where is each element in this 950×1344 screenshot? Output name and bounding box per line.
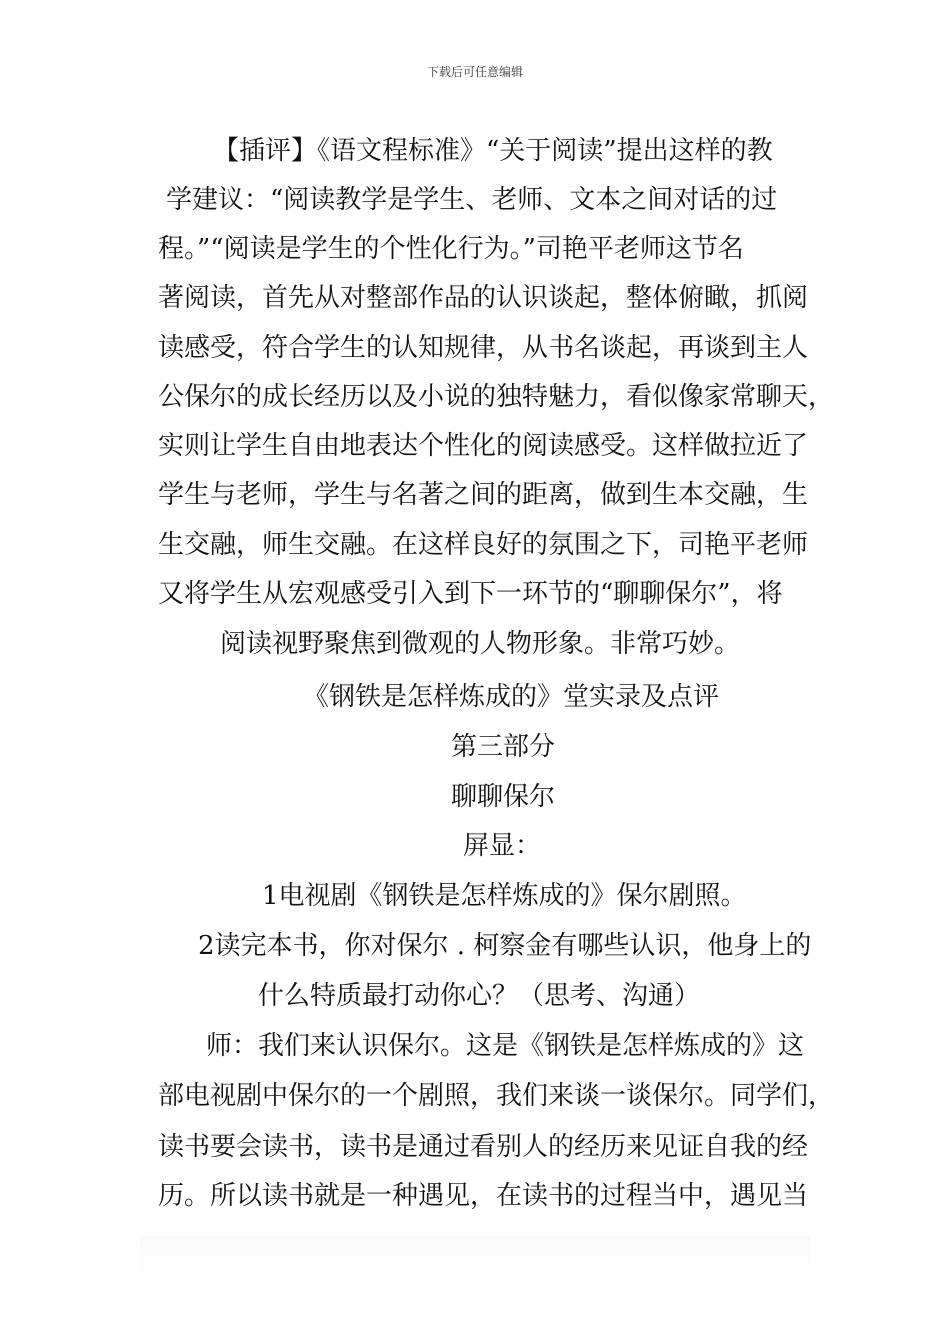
text-line: 师：我们来认识保尔。这是《钢铁是怎样炼成的》这 xyxy=(206,1031,805,1061)
text-line: 【插评】《语文程标准》“关于阅读”提出这样的教 xyxy=(213,136,773,166)
text-line: 程。”“阅读是学生的个性化行为。”司艳平老师这节名 xyxy=(158,234,744,264)
section-heading: 第三部分 xyxy=(451,732,556,762)
text-line: 读感受，符合学生的认知规律，从书名谈起，再谈到主人 xyxy=(158,333,809,363)
section-subheading: 聊聊保尔 xyxy=(451,782,556,812)
text-line: 2读完本书，你对保尔 . 柯察金有哪些认识，他身上的 xyxy=(198,931,812,961)
text-line: 生交融，师生交融。在这样良好的氛围之下，司艳平老师 xyxy=(158,530,809,560)
page-bottom-fade xyxy=(140,1236,810,1276)
page-header: 下载后可任意编辑 xyxy=(426,65,523,79)
text-line: 公保尔的成长经历以及小说的独特魅力，看似像家常聊天， xyxy=(158,382,835,412)
text-line: 学生与老师，学生与名著之间的距离，做到生本交融，生 xyxy=(158,480,809,510)
text-line: 著阅读，首先从对整部作品的认识谈起，整体俯瞰，抓阅 xyxy=(158,283,809,313)
text-line: 部电视剧中保尔的一个剧照，我们来谈一谈保尔。同学们， xyxy=(158,1081,835,1111)
text-line: 1电视剧《钢铁是怎样炼成的》保尔剧照。 xyxy=(262,881,747,911)
text-line: 阅读视野聚焦到微观的人物形象。非常巧妙。 xyxy=(220,629,741,659)
screen-display-label: 屏显： xyxy=(463,831,542,861)
text-line: 什么特质最打动你心？（思考、沟通） xyxy=(258,981,701,1011)
text-line: 学建议：“阅读教学是学生、老师、文本之间对话的过 xyxy=(166,185,778,215)
text-line: 读书要会读书，读书是通过看别人的经历来见证自我的经 xyxy=(158,1132,809,1162)
document-title: 《钢铁是怎样炼成的》堂实录及点评 xyxy=(303,682,720,712)
text-line: 历。所以读书就是一种遇见，在读书的过程当中，遇见当 xyxy=(158,1181,809,1211)
text-line: 又将学生从宏观感受引入到下一环节的“聊聊保尔”，将 xyxy=(158,579,783,609)
text-line: 实则让学生自由地表达个性化的阅读感受。这样做拉近了 xyxy=(158,431,809,461)
